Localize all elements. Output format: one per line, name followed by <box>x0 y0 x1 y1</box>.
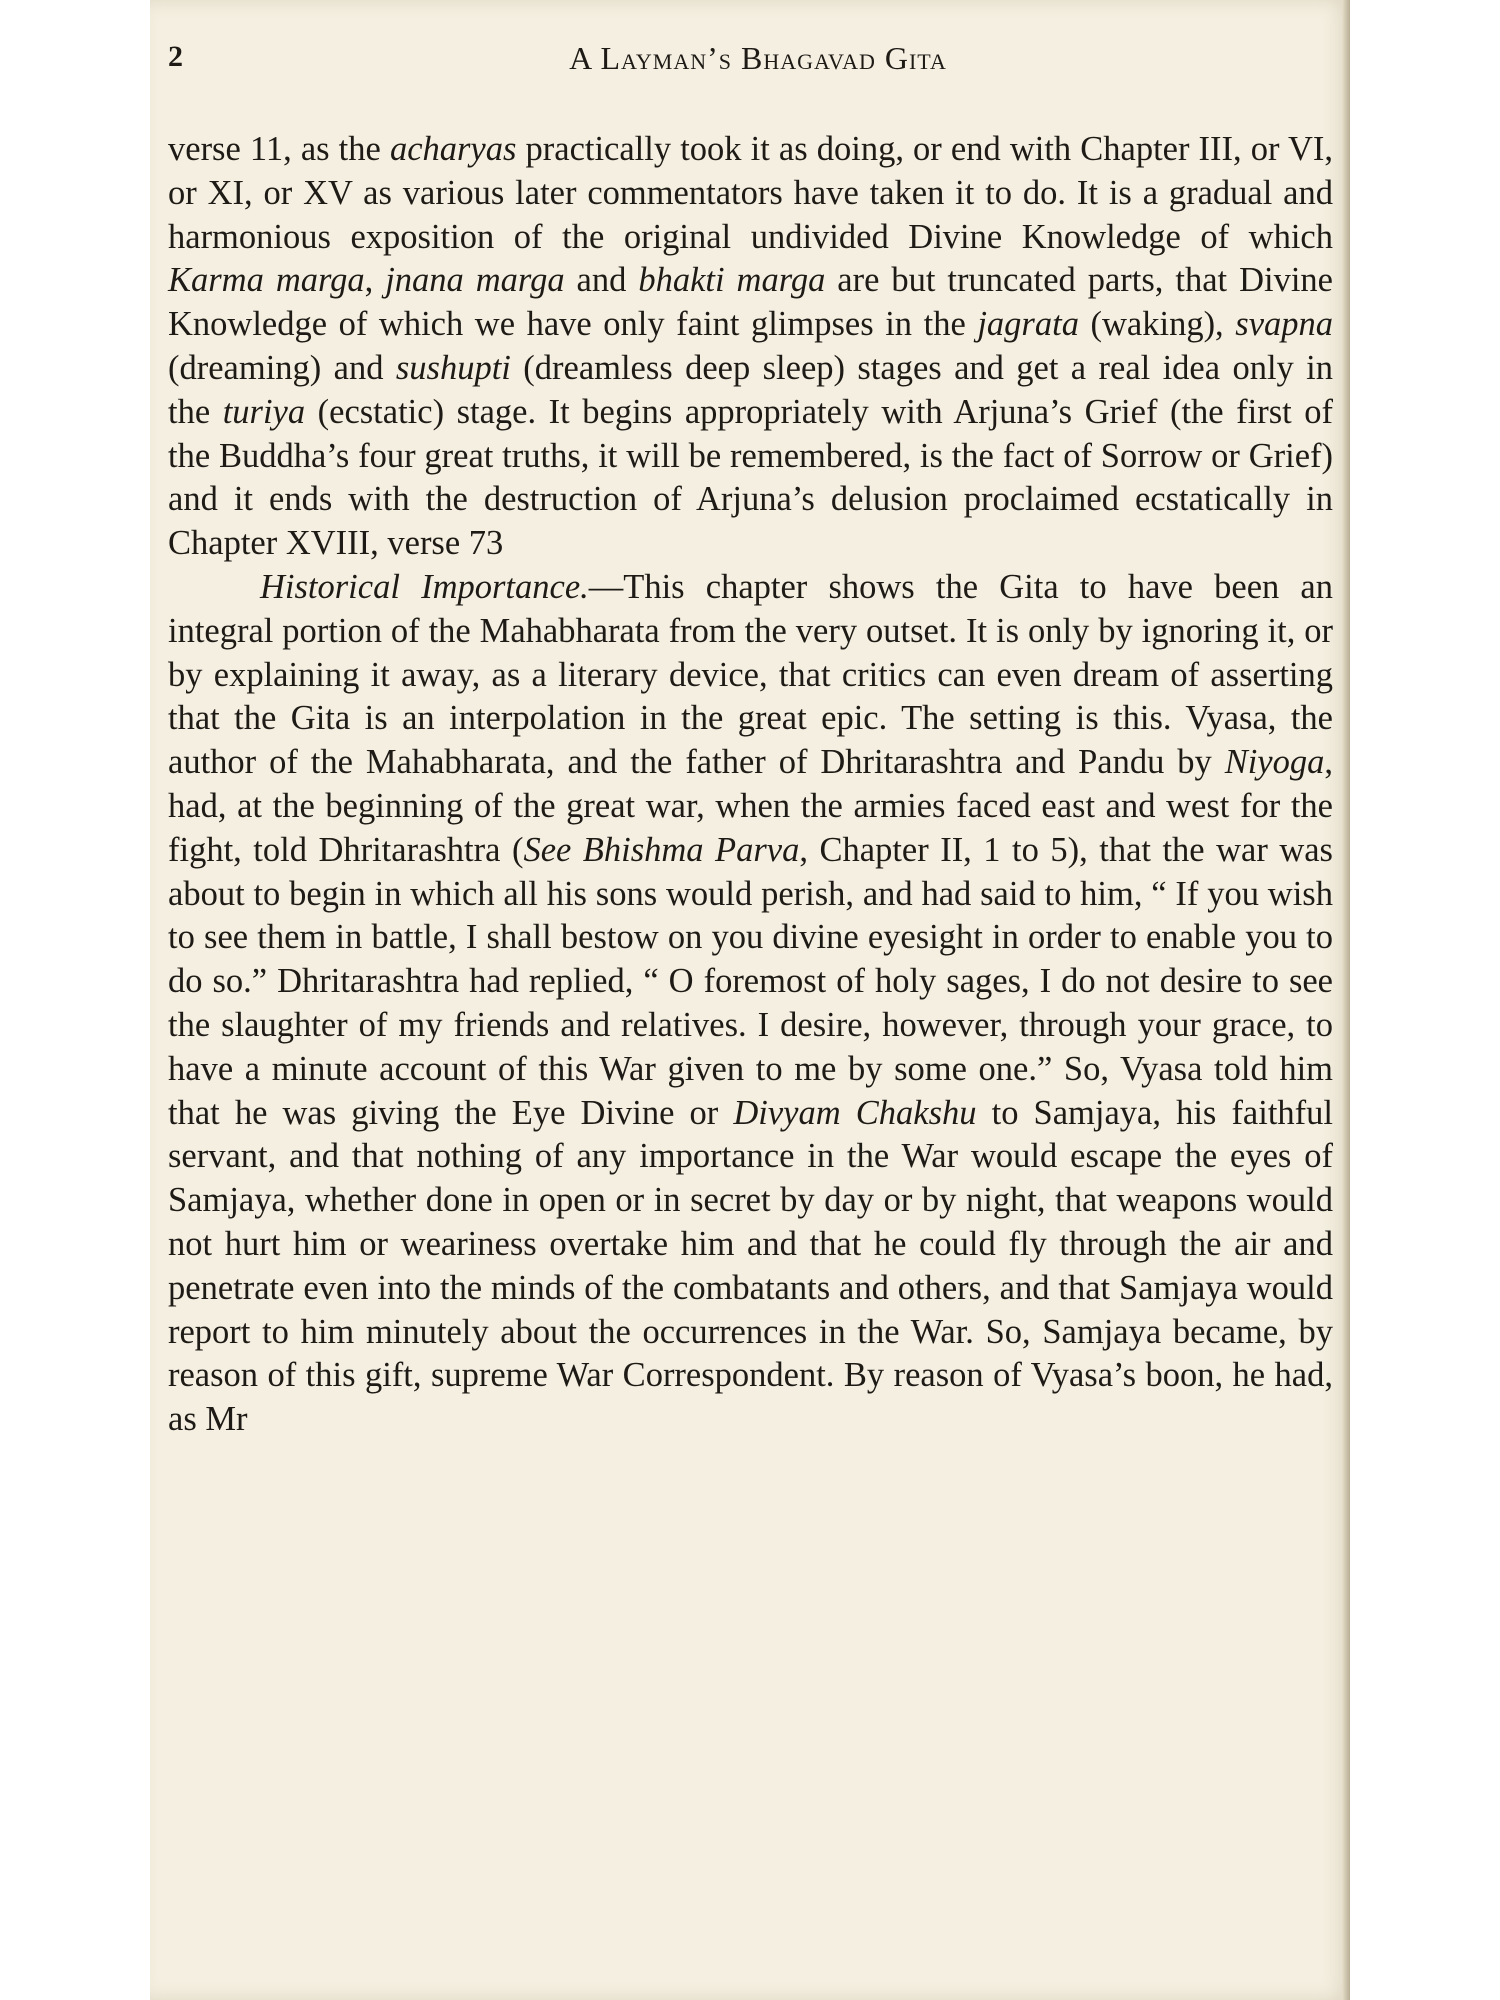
italic-term: jagrata <box>977 305 1079 344</box>
section-heading: Historical Importance. <box>260 567 589 606</box>
running-title: A Layman’s Bhagavad Gita <box>569 40 947 76</box>
paragraph-2 <box>168 566 1333 1442</box>
text-run: —This chapter shows the Gita to have been an integral portion of the Mahabharata from the very outset. It is only by ignoring it, or by explaining it away, as a literary device, that critics can even dream of asserting that the Gita is an interpolation in the great epic. The setting is this. Vyasa, the author of the Mahabharata, and the father of Dhritarashtra and Pandu by <box>168 567 1333 782</box>
text-run: practically took it as doing, or end with Chapter III, or VI, or XI, or XV as various later commentators have taken it to do. It is a gradual and harmonious exposition of the original undivided Divine Knowledge of which <box>168 130 1333 256</box>
text-run: are but truncated parts, that Divine Knowledge of which we have only faint glimpses in the <box>168 261 1333 344</box>
text-run: (ecstatic) stage. It begins appropriately with Arjuna’s Grief (the first of the Buddha’s four great truths, it will be remembered, is the fact of Sorrow or Grief) and it ends with the destruction of Arjuna’s delusion proclaimed ecstatically in Chapter XVIII, verse 73 <box>168 392 1333 563</box>
page-edge-shadow <box>1342 0 1350 2000</box>
paragraph-1 <box>168 128 1333 566</box>
text-run: (dreamless deep sleep) stages and get a real idea only in the <box>168 348 1334 431</box>
italic-term: turiya <box>222 392 306 431</box>
italic-term: sushupti <box>395 348 511 387</box>
italic-term: svapna <box>1235 305 1334 344</box>
italic-term: acharyas <box>389 130 517 168</box>
text-run: (dreaming) and <box>168 348 396 387</box>
italic-term: jnana marga <box>385 261 565 300</box>
text-run: (waking), <box>1078 305 1236 344</box>
italic-term: bhakti marga <box>638 261 826 300</box>
text-run: and <box>564 261 639 300</box>
text-run: , had, at the beginning of the great war, when the armies faced east and west for the fight, told Dhritarashtra ( <box>168 743 1333 869</box>
page-number: 2 <box>168 40 183 73</box>
italic-term: Divyam Chakshu <box>733 1093 977 1132</box>
italic-term: Niyoga <box>1224 743 1325 782</box>
italic-term: Karma marga <box>168 261 365 300</box>
text-run: verse 11, as the <box>168 130 390 168</box>
text-run: , <box>364 261 386 300</box>
text-run: to Samjaya, his faithful servant, and that nothing of any importance in the War would escape the eyes of Samjaya, whether done in open or in secret by day or by night, that weapons would not hurt him or weariness overtake him and that he could fly through the air and penetrate even into the minds of the combatants and others, and that Samjaya would report to him minutely about the occurrences in the War. So, Samjaya became, by reason of this gift, supreme War Correspondent. By reason of Vyasa’s boon, he had, as Mr <box>168 1093 1333 1439</box>
text-run: , Chapter II, 1 to 5), that the war was about to begin in which all his sons would perish, and had said to him, “ If you wish to see them in battle, I shall bestow on you divine eyesight in order to enable you to do so.” Dhritarashtra had replied, “ O foremost of holy sages, I do not desire to see the slaughter of my friends and relatives. I desire, however, through your grace, to have a minute account of this War given to me by some one.” So, Vyasa told him that he was giving the Eye Divine or <box>168 830 1333 1132</box>
body-text <box>168 128 1333 1442</box>
italic-term: See Bhishma Parva <box>523 830 800 869</box>
page-header <box>168 40 1348 90</box>
